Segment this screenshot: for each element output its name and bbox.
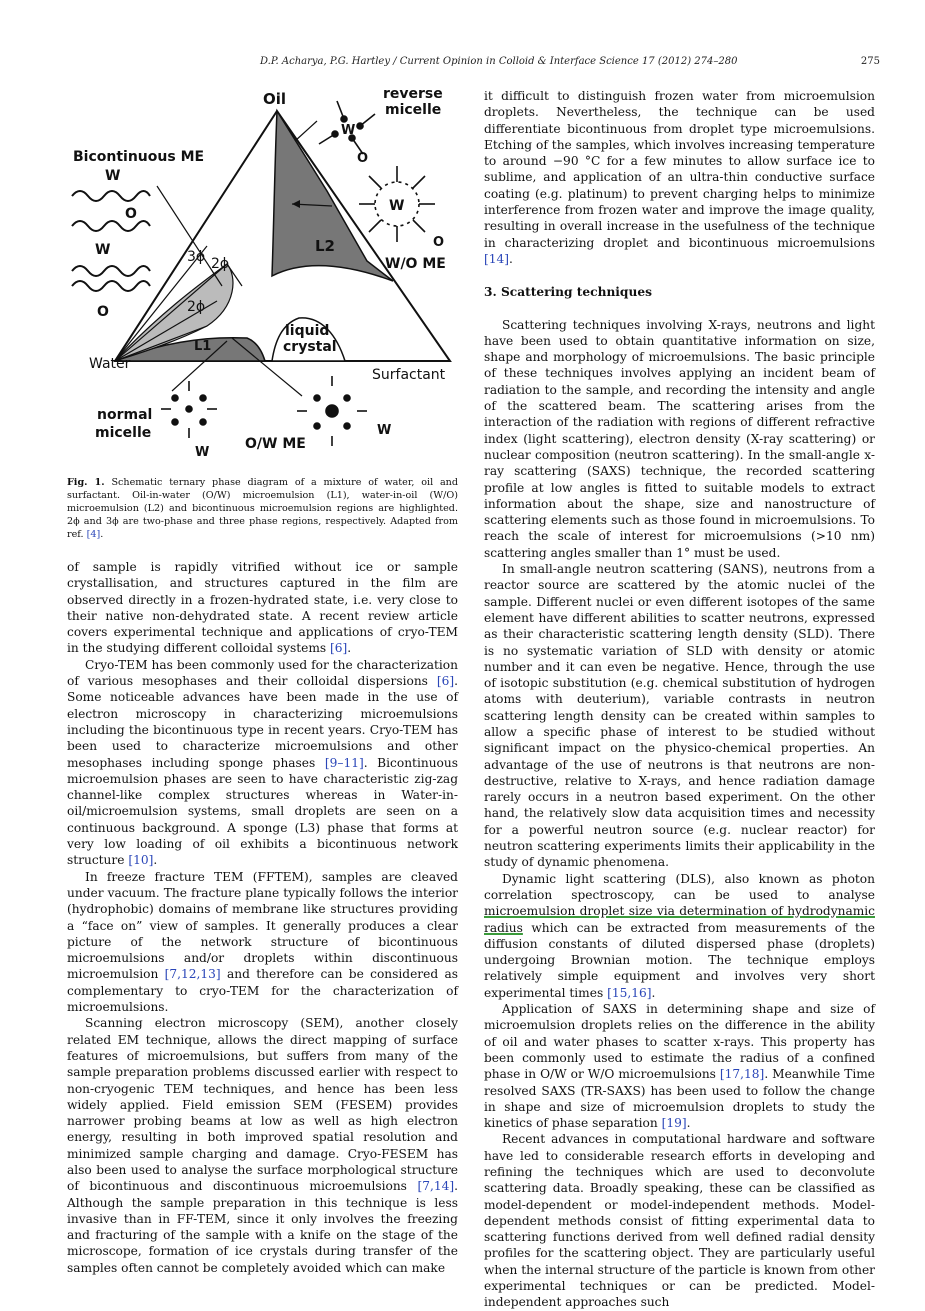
ternary-diagram-svg <box>67 86 459 466</box>
paragraph: Recent advances in computational hardware and software have led to considerable research efforts in developing and refining the techniques which are used to deconvolute scattering data. Broadly speaking, these can be classified as model-dependent or model-independent methods. Model-dependent methods consist of fitting experimental data to scattering functions derived from well defined radial density profiles for the scattering object. They are particularly useful when the internal structure of the particle is known from other experimental techniques or can be predicted. Model-independent approaches such <box>484 1132 875 1310</box>
label-2phi-b: 2ϕ <box>187 299 206 315</box>
caption-label: Fig. 1. <box>67 477 105 488</box>
label-reverse-micelle-2: micelle <box>385 102 442 118</box>
citation-link[interactable]: [17,18] <box>719 1067 765 1082</box>
label-surfactant: Surfactant <box>372 367 446 383</box>
label-l1: L1 <box>194 339 212 354</box>
paragraph: Dynamic light scattering (DLS), also known as photon correlation spectroscopy, can be used to analyse microemulsion droplet size via determination of hydrodynamic radius which can be extracted from measurements of the diffusion constants of diluted dispersed phase (droplets) undergoing Brownian motion. The technique employs relatively simple equipment and involves very short experimental times [15,16]. <box>484 871 875 1000</box>
citation-link[interactable]: [19] <box>661 1116 687 1131</box>
caption-text: Schematic ternary phase diagram of a mixture of water, oil and surfactant. Oil-in-water (O/W) microemulsion (L1), water-in-oil (W/O) microemulsion (L2) and bicontinuous microemulsion regions are highlighted. 2ϕ and 3ϕ are two-phase and three phase regions, respectively. Adapted from ref. <box>67 477 458 540</box>
label-oil: Oil <box>263 90 287 108</box>
running-title: D.P. Acharya, P.G. Hartley / Current Opinion in Colloid & Interface Science 17 (2012) 274–280 <box>260 56 738 67</box>
paragraph: of sample is rapidly vitrified without ice or sample crystallisation, and structures captured in the film are observed directly in a frozen-hydrated state, i.e. very close to their native non-dehydrated state. A recent review article covers experimental technique and applications of cryo-TEM in the studying different colloidal systems [6]. <box>67 560 458 656</box>
label-micelle: micelle <box>95 425 152 441</box>
right-column <box>484 88 875 1311</box>
figure-ternary-diagram <box>67 86 459 466</box>
paragraph: Scanning electron microscopy (SEM), another closely related EM technique, allows the direct mapping of surface features of microemulsions, but suffers from many of the sample preparation problems discussed earlier with respect to non-cryogenic TEM techniques, and hence has been less widely applied. Field emission SEM (FESEM) provides narrower probing beams at low as well as high electron energy, resulting in both improved spatial resolution and minimized sample charging and damage. Cryo-FESEM has also been used to analyse the surface morphological structure of bicontinuous and discontinuous microemulsions [7,14]. Although the sample preparation in this technique is less invasive than in FF-TEM, since it only involves the freezing and fracturing of the sample with a knife on the stage of the microscope, formation of ice crystals during transfer of the samples often cannot be completely avoided which can make <box>67 1016 459 1275</box>
label-normal: normal <box>97 407 153 423</box>
label-2phi-a: 2ϕ <box>211 256 230 272</box>
label-o: O <box>97 304 109 320</box>
citation-link[interactable]: [7,12,13] <box>164 967 221 982</box>
underlined-phrase: microemulsion droplet size via determination of hydrodynamic radius <box>484 904 875 935</box>
label-w: W <box>195 445 210 460</box>
citation-link[interactable]: [6] <box>330 641 348 656</box>
paragraph: Application of SAXS in determining shape and size of microemulsion droplets relies on the difference in the ability of oil and water phases to scatter x-rays. This property has been commonly used to estimate the radius of a confined phase in O/W or W/O microemulsions [17,18]. Meanwhile Time resolved SAXS (TR-SAXS) has been used to follow the change in shape and size of microemulsion droplets to study the kinetics of phase separation [19]. <box>484 1002 876 1131</box>
label-o: O <box>328 405 340 420</box>
running-header <box>260 56 880 67</box>
paragraph: Cryo-TEM has been commonly used for the characterization of various mesophases and their colloidal dispersions [6]. Some noticeable advances have been made in the use of electron microscopy in characterizing microemulsions including the bicontinuous type in recent years. Cryo-TEM has been used to characterize microemulsions and other mesophases including sponge phases [9–11]. Bicontinuous microemulsion phases are seen to have characteristic zig-zag channel-like complex structures whereas in Water-in-oil/microemulsion systems, small droplets are seen on a continuous background. A sponge (L3) phase that forms at very low loading of oil exhibits a bicontinuous network structure [10]. <box>67 657 458 868</box>
citation-link[interactable]: [7,14] <box>417 1179 455 1194</box>
paragraph: In small-angle neutron scattering (SANS), neutrons from a reactor source are scattered by the atomic nuclei of the sample. Different nuclei or even different isotopes of the same element have different abilities to scatter neutrons, expressed as their characteristic scattering length density (SLD). There is no systematic variation of SLD with density or atomic number and it can even be negative. Hence, through the use of isotopic substitution (e.g. chemical substitution of hydrogen atoms with deuterium), variable contrasts in neutron scattering length density can be created within samples to allow a specific phase of interest to be studied without significant impact on the physico-chemical properties. An advantage of the use of neutrons is that neutrons are non-destructive, relative to X-rays, and hence radiation damage rarely occurs in a neutron based experiment. On the other hand, the relatively slow data acquisition times and necessity for a powerful neutron source (e.g. nuclear reactor) for neutron scattering experiments limits their applicability in the study of dynamic phenomena. <box>484 562 875 870</box>
normal-micelle-drawing <box>161 381 217 438</box>
arrow-reverse <box>295 121 317 141</box>
label-w: W <box>341 123 356 138</box>
paragraph: In freeze fracture TEM (FFTEM), samples are cleaved under vacuum. The fracture plane typically follows the interior (hydrophobic) domains of membrane like structures providing a “face on” view of samples. It generally produces a clear picture of the network structure of bicontinuous microemulsions and/or droplets within discontinuous microemulsion [7,12,13] and therefore can be considered as complementary to cryo-TEM for the characterization of microemulsions. <box>67 869 459 1015</box>
label-o: O <box>125 206 137 222</box>
label-water: Water <box>89 356 131 372</box>
label-bicontinuous: Bicontinuous ME <box>73 149 205 165</box>
section-heading: 3. Scattering techniques <box>484 285 652 300</box>
label-o: O <box>357 151 369 166</box>
citation-link[interactable]: [15,16] <box>607 985 652 1000</box>
label-w: W <box>95 242 111 258</box>
citation-link[interactable]: [10] <box>128 853 154 868</box>
left-column <box>67 559 458 1276</box>
bicontinuous-drawing <box>72 191 150 291</box>
label-3phi: 3ϕ <box>187 249 206 265</box>
label-wo-me: W/O ME <box>385 256 446 272</box>
label-w: W <box>389 198 405 214</box>
label-w: W <box>105 168 121 184</box>
label-reverse-micelle: reverse <box>383 86 443 102</box>
label-ow-me: O/W ME <box>245 436 306 452</box>
label-w: W <box>377 423 392 438</box>
citation-link[interactable]: [9–11] <box>324 755 364 770</box>
label-crystal: crystal <box>283 339 337 355</box>
citation-link[interactable]: [4] <box>86 529 101 540</box>
label-o: O <box>433 235 445 250</box>
citation-link[interactable]: [6] <box>436 674 455 689</box>
page-number: 275 <box>860 56 880 67</box>
figure-caption: Fig. 1. Schematic ternary phase diagram of a mixture of water, oil and surfactant. Oil-in-water (O/W) microemulsion (L1), water-in-oil (W/O) microemulsion (L2) and bicontinuous microemulsion regions are highlighted. 2ϕ and 3ϕ are two-phase and three phase regions, respectively. Adapted from ref. [4]. <box>67 477 458 540</box>
citation-link[interactable]: [14] <box>484 251 510 266</box>
label-liquid: liquid <box>285 323 330 339</box>
label-l2: L2 <box>315 237 335 255</box>
paragraph: it difficult to distinguish frozen water from microemulsion droplets. Nevertheless, the technique can be used differentiate bicontinuous from droplet type microemulsions. Etching of the samples, which involves increasing temperature to around −90 °C for a few minutes to allow surface ice to sublime, and application of an ultra-thin conductive surface coating (e.g. platinum) to prevent charging helps to minimize interference from frozen water and improve the image quality, resulting in overall increase in the usefulness of the technique in characterizing droplet and bicontinuous microemulsions [14]. <box>484 89 875 266</box>
paragraph: Scattering techniques involving X-rays, neutrons and light have been used to obtain quantitative information on size, shape and morphology of microemulsions. The basic principle of these techniques involves applying an incident beam of radiation to the sample, and recording the intensity and angle of the scattered beam. The scattering arises from the interaction of the radiation with regions of different refractive index (light scattering), electron density (X-ray scattering) or nuclear composition (neutron scattering). In the small-angle x-ray scattering (SAXS) technique, the recorded scattering profile at low angles is fitted to suitable models to extract information about the shape, size and nanostructure of scattering elements such as those found in microemulsions. To reach the scale of interest for microemulsions (>10 nm) scattering angles smaller than 1° must be used. <box>484 317 875 560</box>
